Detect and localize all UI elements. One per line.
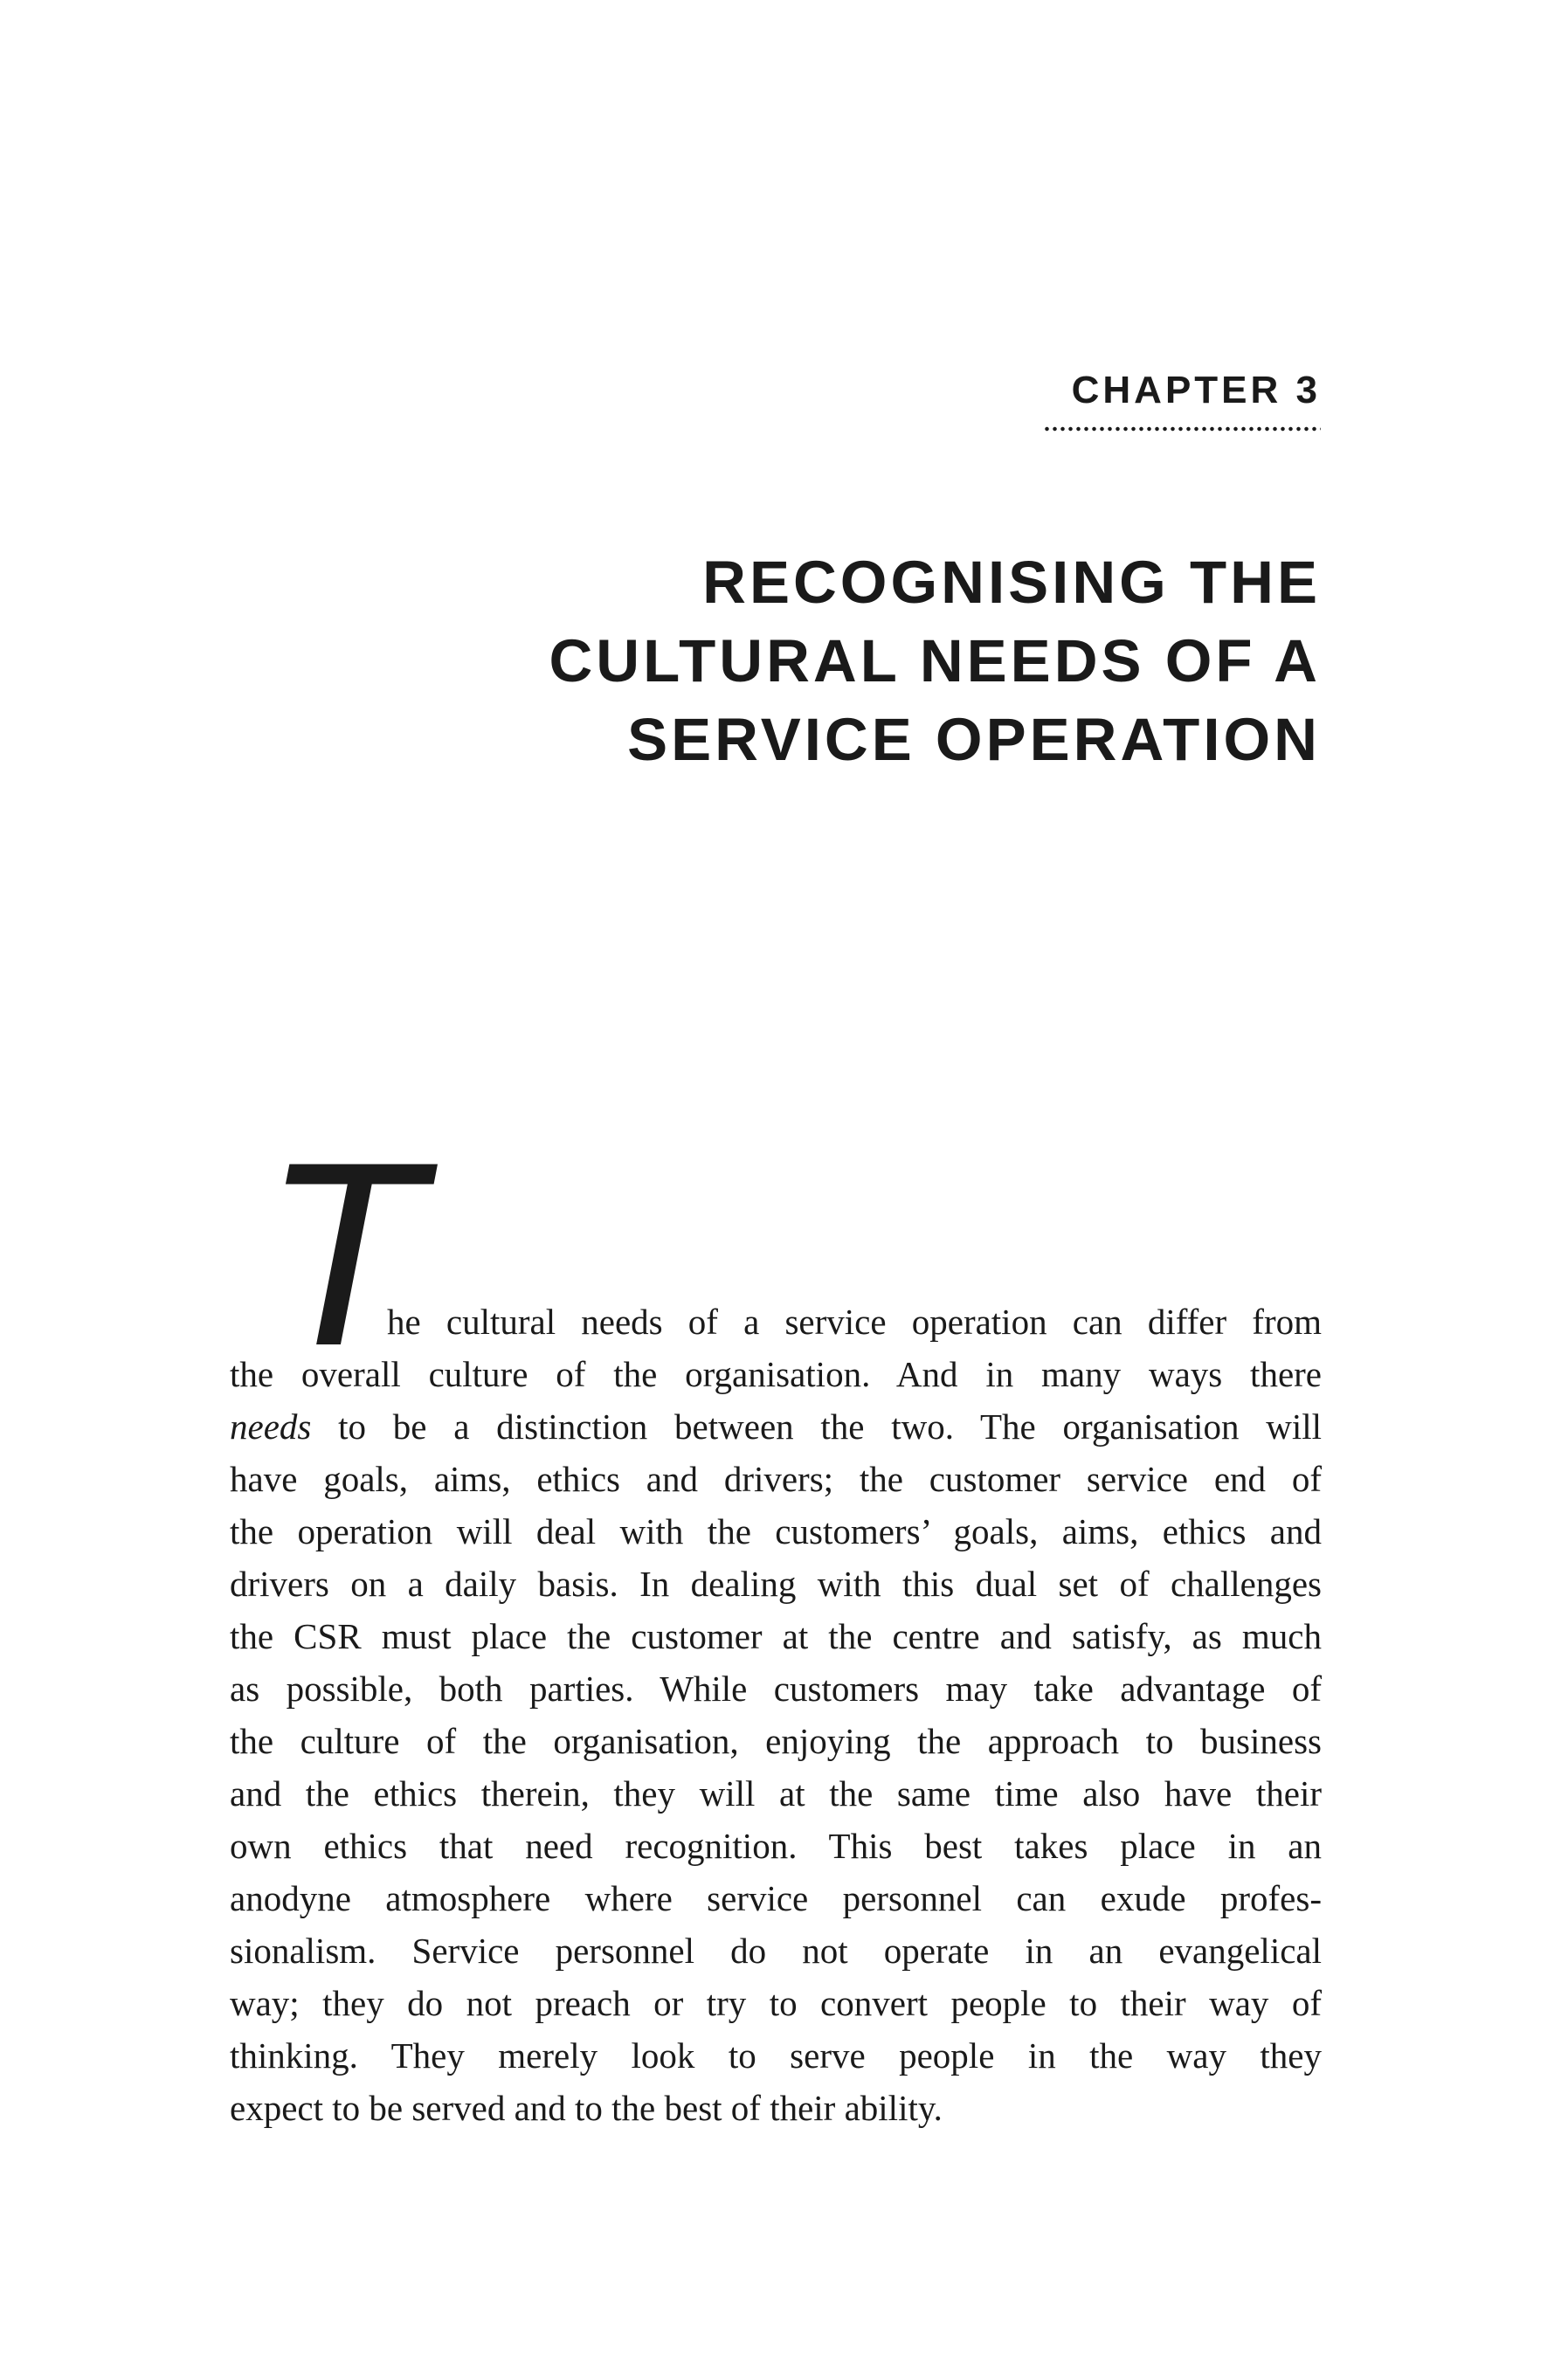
chapter-title-line: RECOGNISING THE (702, 549, 1321, 616)
paragraph-line: the overall culture of the organisation. And in many ways there (230, 1354, 1322, 1394)
paragraph-line: expect to be served and to the best of their ability. (230, 2088, 943, 2128)
paragraph-line (230, 1400, 1322, 1453)
paragraph-line: the operation will deal with the customers’ goals, aims, ethics and (230, 1511, 1322, 1551)
chapter-title-line: CULTURAL NEEDS OF A (549, 627, 1321, 694)
paragraph-line: have goals, aims, ethics and drivers; the customer service end of (230, 1459, 1322, 1499)
paragraph-line: sionalism. Service personnel do not operate in an evangelical (230, 1931, 1322, 1971)
paragraph-line: way; they do not preach or try to convert people to their way of (230, 1983, 1322, 2023)
paragraph-line: as possible, both parties. While customers may take advantage of (230, 1669, 1322, 1709)
chapter-title-line: SERVICE OPERATION (627, 706, 1321, 773)
paragraph-line: drivers on a daily basis. In dealing with this dual set of challenges (230, 1564, 1322, 1604)
paragraph-line: thinking. They merely look to serve people in the way they (230, 2035, 1322, 2076)
paragraph-line: the culture of the organisation, enjoying the approach to business (230, 1721, 1322, 1761)
paragraph-line: own ethics that need recognition. This best takes place in an (230, 1826, 1322, 1866)
chapter-title (360, 543, 1321, 779)
paragraph-line: he cultural needs of a service operation can differ from (387, 1302, 1322, 1342)
chapter-label: CHAPTER 3 (1071, 369, 1321, 411)
paragraph-line-text: to be a distinction between the two. The organisation will (311, 1406, 1322, 1447)
dotted-rule (1043, 426, 1321, 432)
paragraph-line: and the ethics therein, they will at the same time also have their (230, 1773, 1322, 1814)
drop-cap: T (262, 1107, 423, 1400)
paragraph-line: the CSR must place the customer at the centre and satisfy, as much (230, 1616, 1322, 1656)
body-paragraph (230, 1296, 1322, 2134)
paragraph-line: anodyne atmosphere where service personnel can exude profes- (230, 1878, 1322, 1918)
emphasis-text: needs (230, 1406, 312, 1447)
